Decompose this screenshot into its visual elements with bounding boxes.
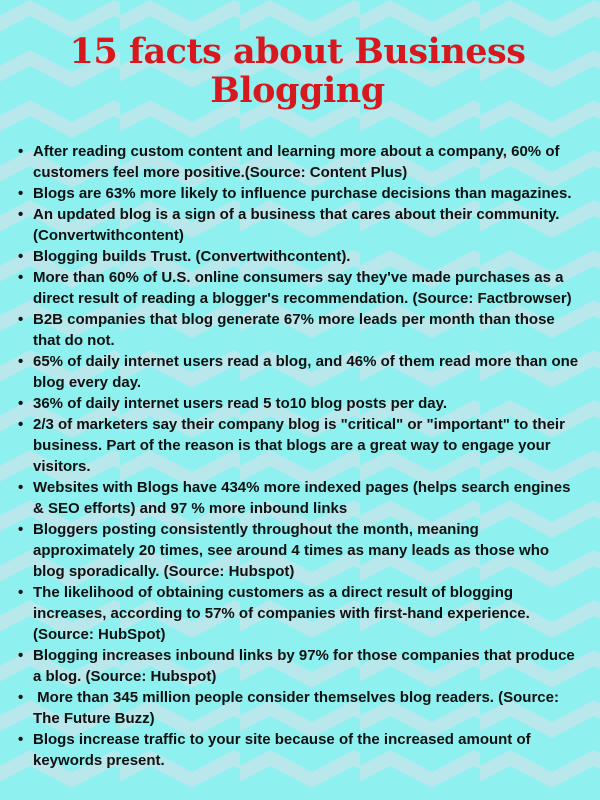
bullet-icon: • xyxy=(18,731,24,748)
fact-text: Blogs increase traffic to your site because of the increased amount of keywords present. xyxy=(33,731,535,769)
fact-item-8 xyxy=(15,393,580,414)
bullet-icon: • xyxy=(18,647,24,664)
bullet-icon: • xyxy=(18,185,24,202)
bullet-icon: • xyxy=(18,689,24,706)
bullet-icon: • xyxy=(18,416,24,433)
fact-text: B2B companies that blog generate 67% more leads per month than those that do not. xyxy=(33,311,559,349)
fact-item-5 xyxy=(15,267,580,309)
fact-text: More than 345 million people consider themselves blog readers. (Source: The Future Buzz) xyxy=(33,689,564,727)
fact-text: 36% of daily internet users read 5 to10 blog posts per day. xyxy=(33,395,448,412)
fact-text: More than 60% of U.S. online consumers say they've made purchases as a direct result of reading a blogger's recommendation. (Source: Factbrowser) xyxy=(33,269,572,307)
fact-item-9 xyxy=(15,414,580,477)
bullet-icon: • xyxy=(18,353,24,370)
fact-item-11 xyxy=(15,519,580,582)
fact-item-4 xyxy=(15,246,580,267)
bullet-icon: • xyxy=(18,248,24,265)
fact-item-15 xyxy=(15,729,580,771)
bullet-icon: • xyxy=(18,479,24,496)
fact-text: 2/3 of marketers say their company blog is "critical" or "important" to their business. Part of the reason is that blogs are a great way to engage your visitors. xyxy=(33,416,570,475)
fact-text: After reading custom content and learning more about a company, 60% of customers feel more positive.(Source: Content Plus) xyxy=(33,143,564,181)
bullet-icon: • xyxy=(18,143,24,160)
fact-item-14 xyxy=(15,687,580,729)
fact-text: An updated blog is a sign of a business that cares about their community. (Convertwithcontent) xyxy=(33,206,564,244)
bullet-icon: • xyxy=(18,269,24,286)
fact-text: 65% of daily internet users read a blog, and 46% of them read more than one blog every day. xyxy=(33,353,583,391)
fact-text: Websites with Blogs have 434% more indexed pages (helps search engines & SEO efforts) and 97 % more inbound links xyxy=(33,479,575,517)
fact-text: The likelihood of obtaining customers as a direct result of blogging increases, according to 57% of companies with first-hand experience. (Source: HubSpot) xyxy=(33,584,534,643)
fact-item-10 xyxy=(15,477,580,519)
fact-item-6 xyxy=(15,309,580,351)
fact-text: Blogging increases inbound links by 97% for those companies that produce a blog. (Source: Hubspot) xyxy=(33,647,579,685)
fact-item-12 xyxy=(15,582,580,645)
fact-item-13 xyxy=(15,645,580,687)
fact-text: Bloggers posting consistently throughout the month, meaning approximately 20 times, see around 4 times as many leads as those who blog sporadically. (Source: Hubspot) xyxy=(33,521,554,580)
fact-item-3 xyxy=(15,204,580,246)
bullet-icon: • xyxy=(18,584,24,601)
fact-item-7 xyxy=(15,351,583,393)
facts-list xyxy=(15,141,583,771)
fact-item-1 xyxy=(15,141,580,183)
bullet-icon: • xyxy=(18,521,24,538)
fact-item-2 xyxy=(15,183,580,204)
bullet-icon: • xyxy=(18,311,24,328)
fact-text: Blogs are 63% more likely to influence purchase decisions than magazines. xyxy=(33,185,572,202)
bullet-icon: • xyxy=(18,206,24,223)
bullet-icon: • xyxy=(18,395,24,412)
fact-text: Blogging builds Trust. (Convertwithcontent). xyxy=(33,248,351,265)
page-title: 15 facts about Business Blogging xyxy=(69,31,526,111)
